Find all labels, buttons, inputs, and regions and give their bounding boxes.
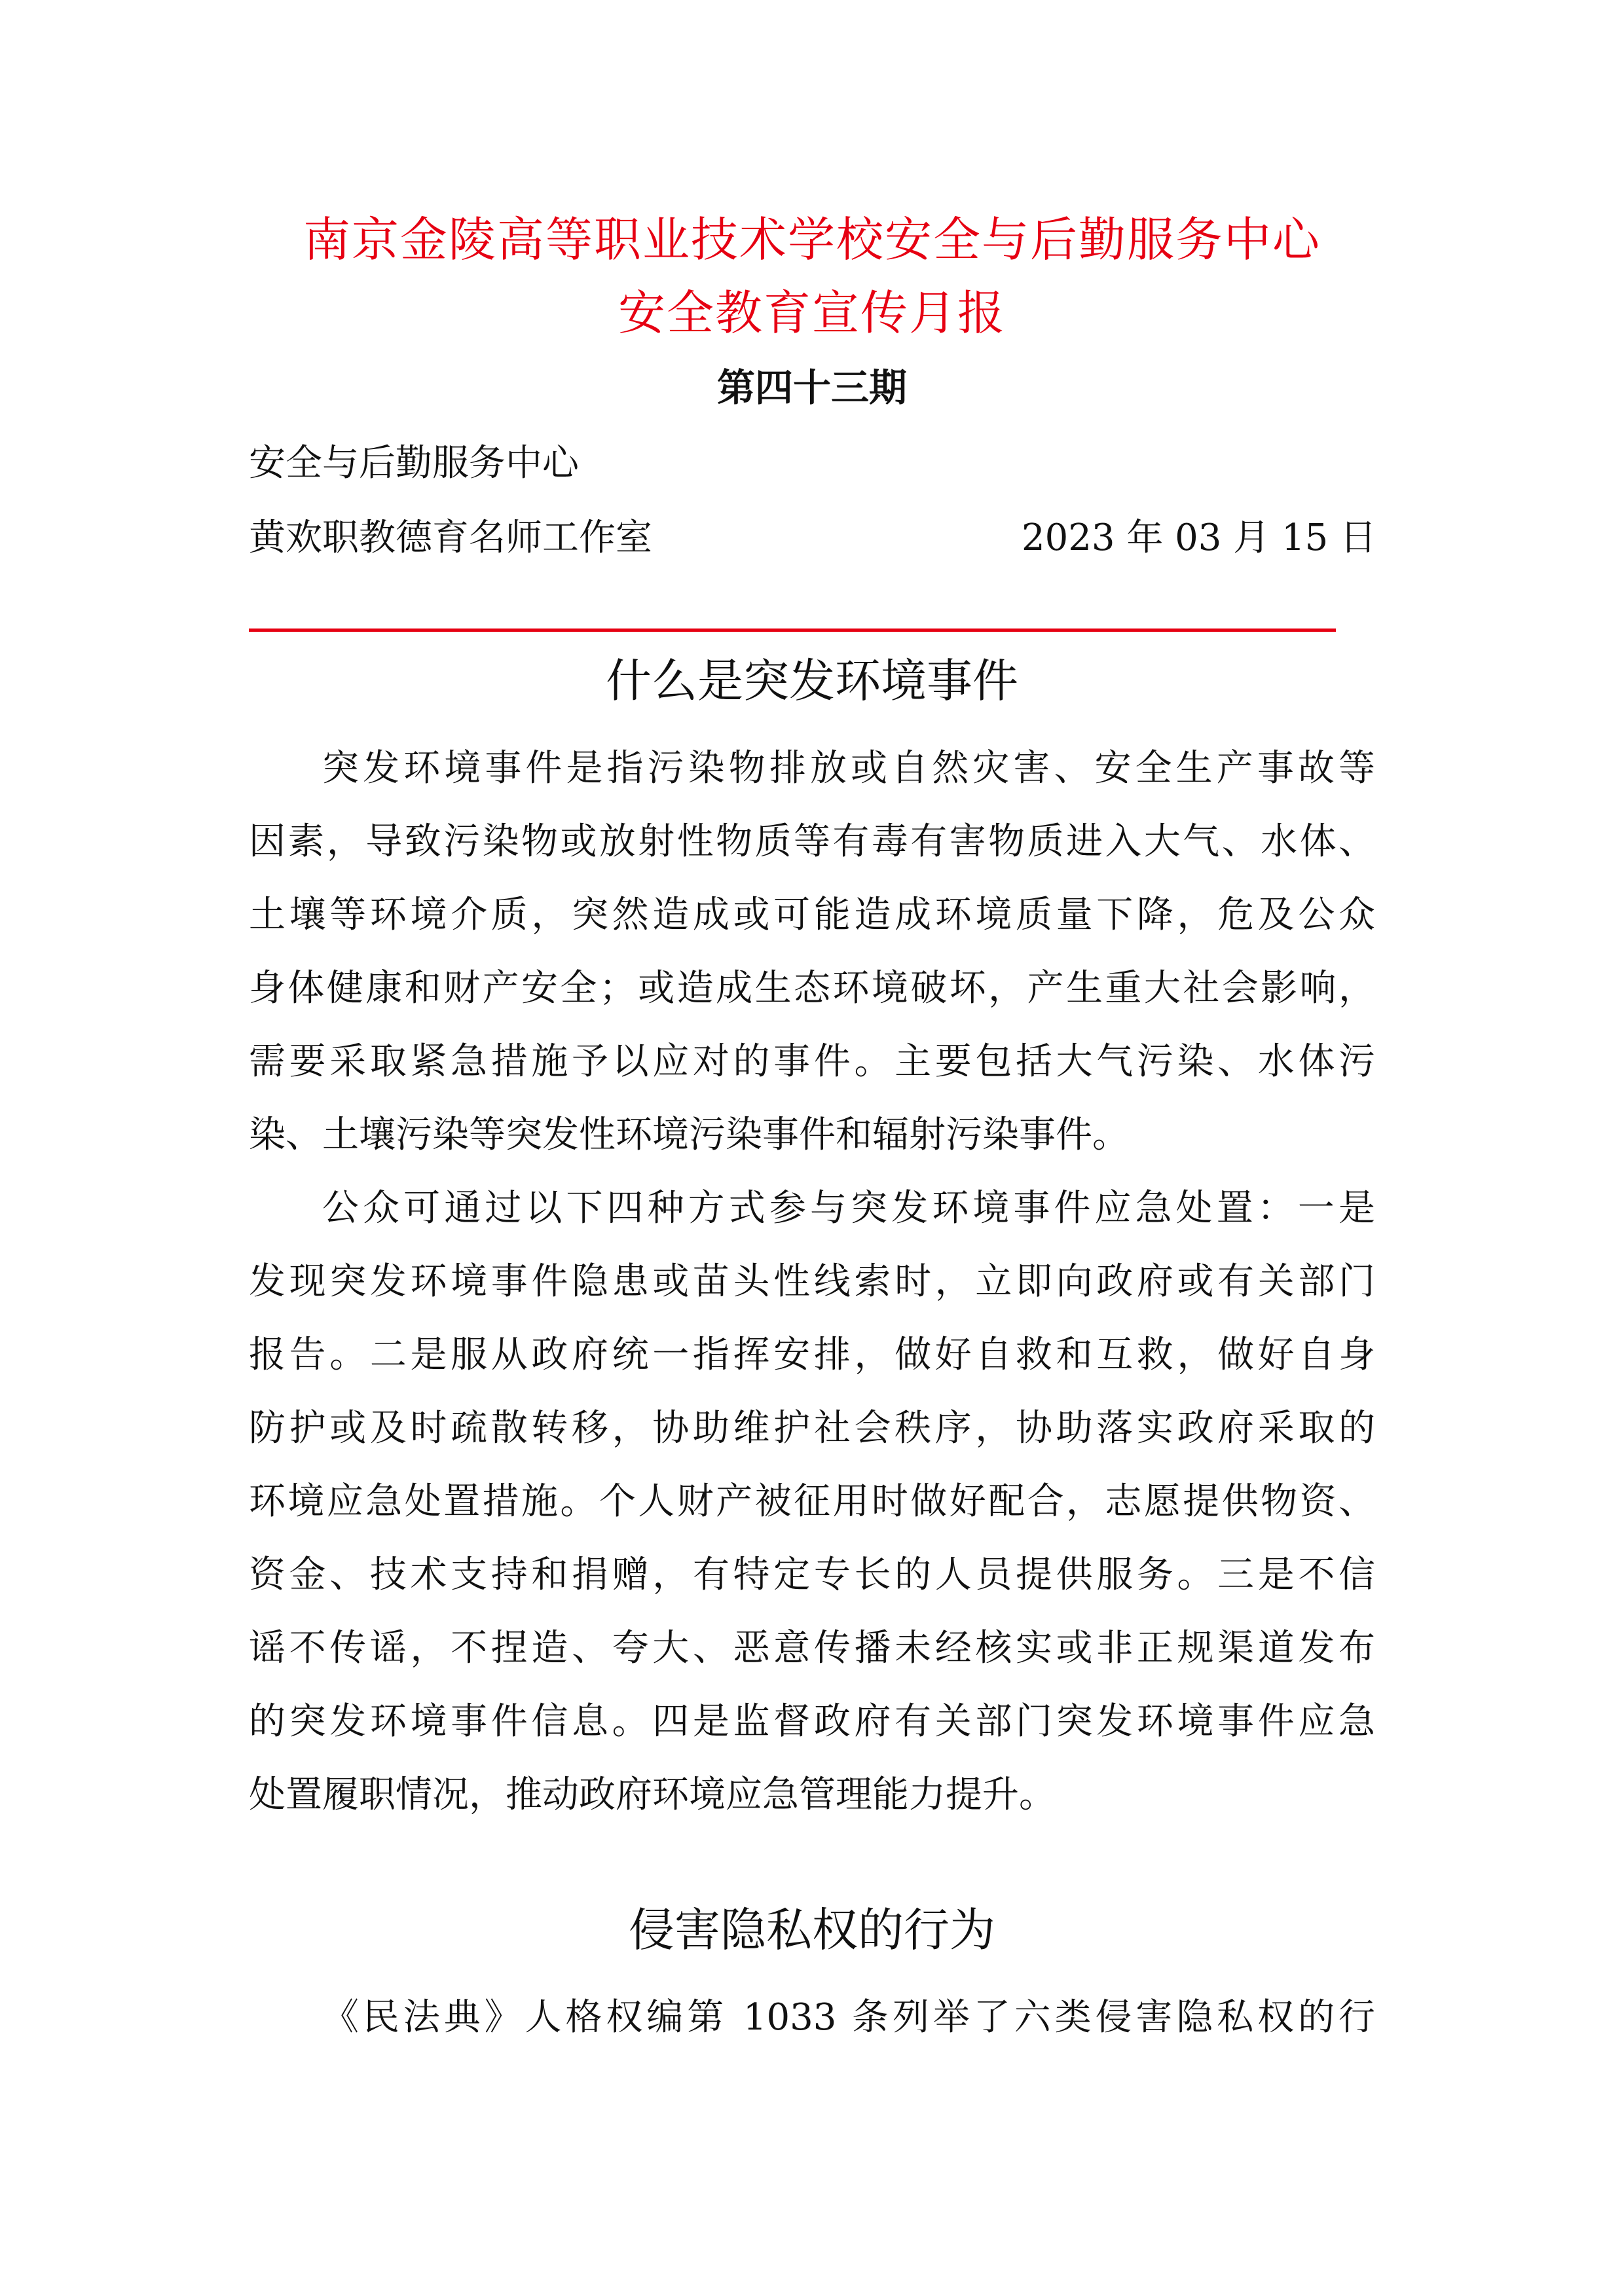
section-title: 侵害隐私权的行为 xyxy=(629,1903,995,1957)
paragraph-line: 的突发环境事件信息。四是监督政府有关部门突发环境事件应急 xyxy=(249,1700,1375,1743)
paragraph-line: 需要采取紧急措施予以应对的事件。主要包括大气污染、水体污 xyxy=(249,1040,1375,1083)
document-title-line-2: 安全教育宣传月报 xyxy=(618,285,1006,340)
paragraph-line: 发现突发环境事件隐患或苗头性线索时，立即向政府或有关部门 xyxy=(249,1260,1375,1303)
issuing-studio: 黄欢职教德育名师工作室 xyxy=(249,517,652,559)
paragraph-line: 处置履职情况，推动政府环境应急管理能力提升。 xyxy=(249,1774,1056,1816)
paragraph xyxy=(249,732,1375,1172)
paragraph-line: 防护或及时疏散转移，协助维护社会秩序，协助落实政府采取的 xyxy=(249,1407,1375,1449)
paragraph-line: 谣不传谣，不捏造、夸大、恶意传播未经核实或非正规渠道发布 xyxy=(249,1627,1375,1669)
issue-number: 第四十三期 xyxy=(716,365,907,410)
paragraph-line: 因素，导致污染物或放射性物质等有毒有害物质进入大气、水体、 xyxy=(249,820,1375,863)
paragraph xyxy=(249,1981,1375,2054)
issuing-organization: 安全与后勤服务中心 xyxy=(249,442,579,484)
paragraph-line: 染、土壤污染等突发性环境污染事件和辐射污染事件。 xyxy=(249,1114,1129,1156)
paragraph-line: 土壤等环境介质，突然造成或可能造成环境质量下降，危及公众 xyxy=(249,894,1375,936)
paragraph-line: 《民法典》人格权编第 1033 条列举了六类侵害隐私权的行 xyxy=(322,1996,1375,2039)
header-divider xyxy=(249,629,1336,632)
paragraph-line: 资金、技术支持和捐赠，有特定专长的人员提供服务。三是不信 xyxy=(249,1554,1375,1596)
paragraph-line: 报告。二是服从政府统一指挥安排，做好自救和互救，做好自身 xyxy=(249,1334,1375,1376)
paragraph xyxy=(249,1172,1375,1832)
section-title: 什么是突发环境事件 xyxy=(606,654,1018,708)
paragraph-line: 公众可通过以下四种方式参与突发环境事件应急处置：一是 xyxy=(322,1187,1375,1230)
document-title-line-1: 南京金陵高等职业技术学校安全与后勤服务中心 xyxy=(303,212,1321,267)
paragraph-line: 身体健康和财产安全；或造成生态环境破坏，产生重大社会影响， xyxy=(249,967,1375,1010)
paragraph-line: 环境应急处置措施。个人财产被征用时做好配合，志愿提供物资、 xyxy=(249,1480,1375,1523)
issue-date: 2023 年 03 月 15 日 xyxy=(1022,517,1377,559)
paragraph-line: 突发环境事件是指污染物排放或自然灾害、安全生产事故等 xyxy=(322,747,1375,790)
